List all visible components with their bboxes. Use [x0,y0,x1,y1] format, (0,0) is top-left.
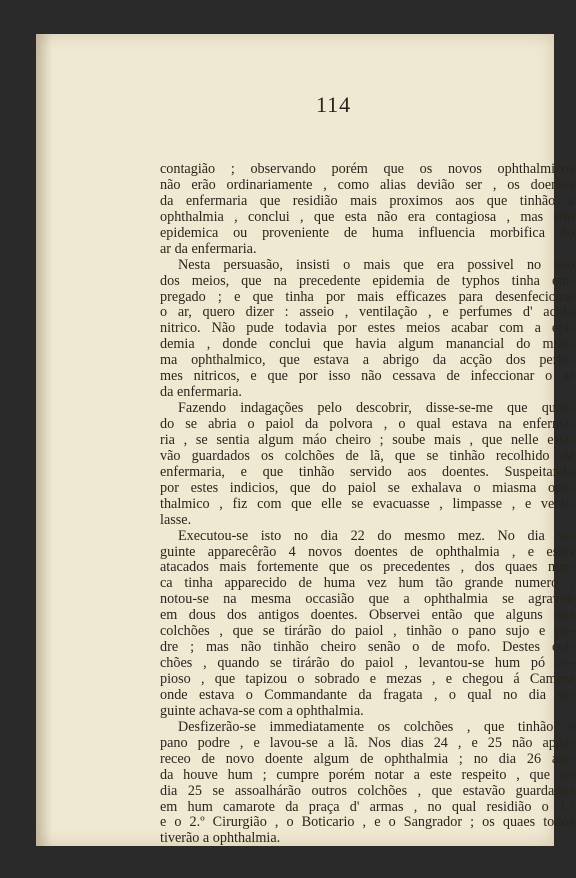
text-line: ophthalmia , conclui , que esta não era contagiosa , mas sim [160,208,574,225]
text-line: dia 25 se assoalhárão outros colchões , que estavão guardados [160,782,574,799]
text-line: pioso , que tapizou o sobrado e mezas , e chegou á Camera [160,671,574,687]
text-line: ca tinha apparecido de huma vez hum tão grande numero ; [160,575,574,592]
text-line: guinte achava-se com a ophthalmia. [160,702,364,719]
text-line: dre ; mas não tinhão cheiro senão o de mofo. Destes col- [160,639,574,656]
page-number: 114 [316,92,352,117]
text-line: nitrico. Não pude todavia por estes meios acabar com a epi- [160,320,574,337]
text-line: e o 2.º Cirurgião , o Boticario , e o Sangrador ; os quaes todos [160,814,574,831]
text-line: Executou-se isto no dia 22 do mesmo mez. No dia se- [178,527,574,544]
text-line: da houve hum ; cumpre porém notar a este respeito , que no [160,766,574,783]
text-line: não erão ordinariamente , como alias devião ser , os doentes [160,176,574,193]
text-line: Fazendo indagações pelo descobrir, disse-se-me que quan- [178,400,574,417]
gutter-shadow [36,34,52,846]
text-line: guinte apparecêrão 4 novos doentes de ophthalmia , e estes [160,543,574,560]
text-line: notou-se na mesma occasião que a ophthalmia se agravou [160,591,574,608]
text-line: mes nitricos, e que por isso não cessava de infeccionar o ar [160,368,574,385]
text-line: contagião ; observando porém que os novos ophthalmicos [160,161,574,177]
text-line: da enfermaria. [160,384,242,401]
text-line: lasse. [160,511,192,528]
text-line: chões , quando se tirárão do paiol , levantou-se hum pó co- [160,655,574,672]
book-page [36,34,574,847]
text-line: dos meios, que na precedente epidemia de typhos tinha em- [160,272,574,289]
text-line: Desfizerão-se immediatamente os colchões , que tinhão o [178,718,574,735]
text-line: ria , se sentia algum máo cheiro ; soube mais , que nelle esta- [160,431,574,448]
text-line: do se abria o paiol da polvora , o qual estava na enferma- [160,416,574,432]
text-line: demia , donde conclui que havia algum manancial do mias- [160,336,574,353]
text-line: em hum camarote da praça d' armas , no qual residião o 1.º [160,798,574,815]
text-line: epidemica ou proveniente de huma influencia morbifica do [160,224,574,241]
text-line: pregado ; e que tinha por mais efficazes para desenfecionar [160,288,574,305]
text-line: da enfermaria que residião mais proximos aos que tinhão a [160,192,574,209]
text-line: enfermaria, e que tinhão servido aos doentes. Suspeitando [160,463,574,480]
text-line: colchões , que se tirárão do paiol , tinhão o pano sujo e po- [160,623,574,640]
text-line: onde estava o Commandante da fragata , o qual no dia se- [160,686,574,703]
body-text [160,162,574,847]
text-line: thalmico , fiz com que elle se evacuasse , limpasse , e venti- [160,495,574,512]
text-line: ma ophthalmico, que estava a abrigo da acção dos perfu- [160,352,574,369]
text-line: em dous dos antigos doentes. Observei então que alguns dos [160,607,574,624]
text-line: atacados mais fortemente que os precedentes , dos quaes nun- [160,559,574,576]
text-line: tiverão a ophthalmia. [160,830,281,847]
text-line: por estes indicios, que do paiol se exhalava o miasma oph- [160,479,574,496]
text-line: receo de novo doente algum de ophthalmia ; no dia 26 ain- [160,750,574,767]
text-line: vão guardados os colchões de lã, que se tinhão recolhido da [160,447,574,464]
text-line: o ar, quero dizer : asseio , ventilação , e perfumes d' acido [160,304,574,321]
text-line: Nesta persuasão, insisti o mais que era possivel no uso [178,256,574,273]
text-line: ar da enfermaria. [160,240,257,257]
text-line: pano podre , e lavou-se a lã. Nos dias 24 , e 25 não appa- [160,734,574,751]
